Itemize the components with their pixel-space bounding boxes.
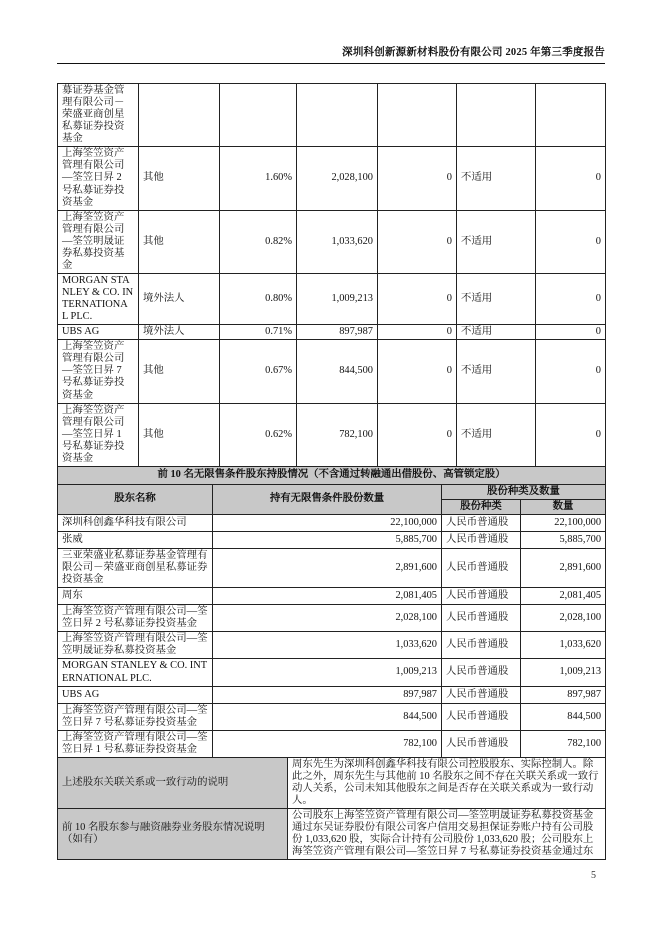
shareholder-name-cell: UBS AG xyxy=(58,686,213,703)
restricted-shares-cell: 0 xyxy=(378,210,457,273)
share-type-cell: 人民币普通股 xyxy=(442,730,521,757)
pledge-qty-cell: 0 xyxy=(536,340,606,403)
share-type-cell: 人民币普通股 xyxy=(442,632,521,659)
holding-ratio-cell: 0.80% xyxy=(220,273,297,324)
table-row xyxy=(58,273,606,324)
shares-held-cell: 844,500 xyxy=(297,340,378,403)
shareholder-nature-cell xyxy=(139,84,220,147)
shareholder-name-cell: 上海筌笠资产管理有限公司—筌笠日昇 7 号私募证券投资基金 xyxy=(58,703,213,730)
note-label-margin-trading: 前 10 名股东参与融资融券业务股东情况说明（如有） xyxy=(58,809,288,860)
table-row xyxy=(58,532,606,549)
shares-held-cell: 897,987 xyxy=(297,325,378,340)
note-content-relationship: 周东先生为深圳科创鑫华科技有限公司控股股东、实际控制人。除此之外，周东先生与其他前 10 名股东之间不存在关联关系或一致行动人关系，公司未知其他股东之间是否存在关联关系或为一致行动人。 xyxy=(288,757,606,808)
table-row xyxy=(58,325,606,340)
shareholder-nature-cell: 其他 xyxy=(139,403,220,466)
pledge-status-cell: 不适用 xyxy=(457,403,536,466)
share-qty-cell: 2,028,100 xyxy=(521,605,606,632)
shareholder-name-cell: 上海筌笠资产管理有限公司—筌笠明晟证券私募投资基金 xyxy=(58,210,139,273)
pledge-status-cell xyxy=(457,84,536,147)
col-header-share-type-and-qty: 股份种类及数量 xyxy=(442,484,606,499)
holding-ratio-cell: 1.60% xyxy=(220,147,297,210)
holding-ratio-cell: 0.82% xyxy=(220,210,297,273)
share-qty-cell: 2,081,405 xyxy=(521,588,606,605)
section-title: 前 10 名无限售条件股东持股情况（不含通过转融通出借股份、高管锁定股） xyxy=(58,466,606,484)
note-label-relationship: 上述股东关联关系或一致行动的说明 xyxy=(58,757,288,808)
share-qty-cell: 1,033,620 xyxy=(521,632,606,659)
shareholder-name-cell: 三亚荣盛业私募证券基金管理有限公司－荣盛亚商创星私募证券投资基金 xyxy=(58,549,213,588)
shareholder-name-cell: 上海筌笠资产管理有限公司—筌笠明晟证券私募投资基金 xyxy=(58,632,213,659)
shareholder-name-cell: 深圳科创鑫华科技有限公司 xyxy=(58,515,213,532)
share-type-cell: 人民币普通股 xyxy=(442,549,521,588)
restricted-shares-cell: 0 xyxy=(378,147,457,210)
pledge-qty-cell xyxy=(536,84,606,147)
shareholder-nature-cell: 其他 xyxy=(139,210,220,273)
unrestricted-shares-cell: 22,100,000 xyxy=(213,515,442,532)
shareholder-nature-cell: 境外法人 xyxy=(139,325,220,340)
share-qty-cell: 897,987 xyxy=(521,686,606,703)
shares-held-cell xyxy=(297,84,378,147)
shareholder-nature-cell: 境外法人 xyxy=(139,273,220,324)
table-row xyxy=(58,605,606,632)
unrestricted-shares-cell: 1,009,213 xyxy=(213,659,442,686)
shareholder-name-cell: 募证券基金管理有限公司－荣盛亚商创星私募证券投资基金 xyxy=(58,84,139,147)
table-row xyxy=(58,730,606,757)
shares-held-cell: 782,100 xyxy=(297,403,378,466)
col-header-quantity: 数量 xyxy=(521,499,606,514)
shareholder-nature-cell: 其他 xyxy=(139,340,220,403)
shareholder-name-cell: 上海筌笠资产管理有限公司—筌笠日昇 7 号私募证券投资基金 xyxy=(58,340,139,403)
restricted-shares-cell: 0 xyxy=(378,403,457,466)
note-row xyxy=(58,809,606,860)
table-row xyxy=(58,703,606,730)
shareholder-name-cell: 上海筌笠资产管理有限公司—筌笠日昇 1 号私募证券投资基金 xyxy=(58,730,213,757)
table-row xyxy=(58,659,606,686)
unrestricted-shares-cell: 2,891,600 xyxy=(213,549,442,588)
col-header-share-type: 股份种类 xyxy=(442,499,521,514)
pledge-qty-cell: 0 xyxy=(536,210,606,273)
shareholder-name-cell: 周东 xyxy=(58,588,213,605)
share-qty-cell: 782,100 xyxy=(521,730,606,757)
share-type-cell: 人民币普通股 xyxy=(442,605,521,632)
shareholder-name-cell: 上海筌笠资产管理有限公司—筌笠日昇 2 号私募证券投资基金 xyxy=(58,605,213,632)
restricted-shares-cell: 0 xyxy=(378,340,457,403)
restricted-shares-cell: 0 xyxy=(378,273,457,324)
holding-ratio-cell: 0.67% xyxy=(220,340,297,403)
table-row xyxy=(58,210,606,273)
share-qty-cell: 22,100,000 xyxy=(521,515,606,532)
share-qty-cell: 5,885,700 xyxy=(521,532,606,549)
unrestricted-shares-cell: 1,033,620 xyxy=(213,632,442,659)
unrestricted-shares-cell: 2,028,100 xyxy=(213,605,442,632)
shares-held-cell: 2,028,100 xyxy=(297,147,378,210)
share-type-cell: 人民币普通股 xyxy=(442,532,521,549)
shareholder-name-cell: UBS AG xyxy=(58,325,139,340)
pledge-status-cell: 不适用 xyxy=(457,147,536,210)
note-content-margin-trading: 公司股东上海筌笠资产管理有限公司—筌笠明晟证券私募投资基金通过东吴证券股份有限公司客户信用交易担保证券账户持有公司股份 1,033,620 股，实际合计持有公司股份 1,033,620 股；公司股东上海筌笠资产管理有限公司—筌笠日昇 7 号私募证券投资基金通过东 xyxy=(288,809,606,860)
pledge-qty-cell: 0 xyxy=(536,325,606,340)
pledge-status-cell: 不适用 xyxy=(457,210,536,273)
section-header-row xyxy=(58,466,606,484)
table-row xyxy=(58,588,606,605)
share-type-cell: 人民币普通股 xyxy=(442,686,521,703)
restricted-shares-cell xyxy=(378,84,457,147)
table-row xyxy=(58,515,606,532)
page-content xyxy=(57,44,605,860)
share-type-cell: 人民币普通股 xyxy=(442,515,521,532)
column-header-row xyxy=(58,484,606,499)
share-qty-cell: 1,009,213 xyxy=(521,659,606,686)
share-type-cell: 人民币普通股 xyxy=(442,703,521,730)
table-row xyxy=(58,147,606,210)
note-row xyxy=(58,757,606,808)
shareholder-nature-cell: 其他 xyxy=(139,147,220,210)
table-row xyxy=(58,340,606,403)
pledge-status-cell: 不适用 xyxy=(457,340,536,403)
unrestricted-shares-cell: 897,987 xyxy=(213,686,442,703)
col-header-unrestricted-shares: 持有无限售条件股份数量 xyxy=(213,484,442,514)
restricted-shareholders-table xyxy=(57,83,606,467)
share-type-cell: 人民币普通股 xyxy=(442,588,521,605)
pledge-qty-cell: 0 xyxy=(536,273,606,324)
page-title: 深圳科创新源新材料股份有限公司 2025 年第三季度报告 xyxy=(57,44,605,64)
shares-held-cell: 1,009,213 xyxy=(297,273,378,324)
pledge-status-cell: 不适用 xyxy=(457,273,536,324)
unrestricted-shares-cell: 5,885,700 xyxy=(213,532,442,549)
pledge-qty-cell: 0 xyxy=(536,147,606,210)
shareholder-name-cell: MORGAN STANLEY & CO. INTERNATIONAL PLC. xyxy=(58,273,139,324)
pledge-qty-cell: 0 xyxy=(536,403,606,466)
table-row xyxy=(58,549,606,588)
share-qty-cell: 844,500 xyxy=(521,703,606,730)
unrestricted-shares-cell: 2,081,405 xyxy=(213,588,442,605)
table-row xyxy=(58,686,606,703)
shareholder-name-cell: 上海筌笠资产管理有限公司—筌笠日昇 2 号私募证券投资基金 xyxy=(58,147,139,210)
pledge-status-cell: 不适用 xyxy=(457,325,536,340)
holding-ratio-cell: 0.62% xyxy=(220,403,297,466)
notes-table xyxy=(57,757,606,861)
table-row xyxy=(58,84,606,147)
holding-ratio-cell: 0.71% xyxy=(220,325,297,340)
restricted-shares-cell: 0 xyxy=(378,325,457,340)
shareholder-name-cell: MORGAN STANLEY & CO. INTERNATIONAL PLC. xyxy=(58,659,213,686)
page-number: 5 xyxy=(591,870,596,881)
table-row xyxy=(58,403,606,466)
unrestricted-shareholders-table xyxy=(57,466,606,758)
table-row xyxy=(58,632,606,659)
unrestricted-shares-cell: 782,100 xyxy=(213,730,442,757)
share-type-cell: 人民币普通股 xyxy=(442,659,521,686)
holding-ratio-cell xyxy=(220,84,297,147)
shares-held-cell: 1,033,620 xyxy=(297,210,378,273)
unrestricted-shares-cell: 844,500 xyxy=(213,703,442,730)
share-qty-cell: 2,891,600 xyxy=(521,549,606,588)
col-header-shareholder-name: 股东名称 xyxy=(58,484,213,514)
shareholder-name-cell: 张威 xyxy=(58,532,213,549)
shareholder-name-cell: 上海筌笠资产管理有限公司—筌笠日昇 1 号私募证券投资基金 xyxy=(58,403,139,466)
